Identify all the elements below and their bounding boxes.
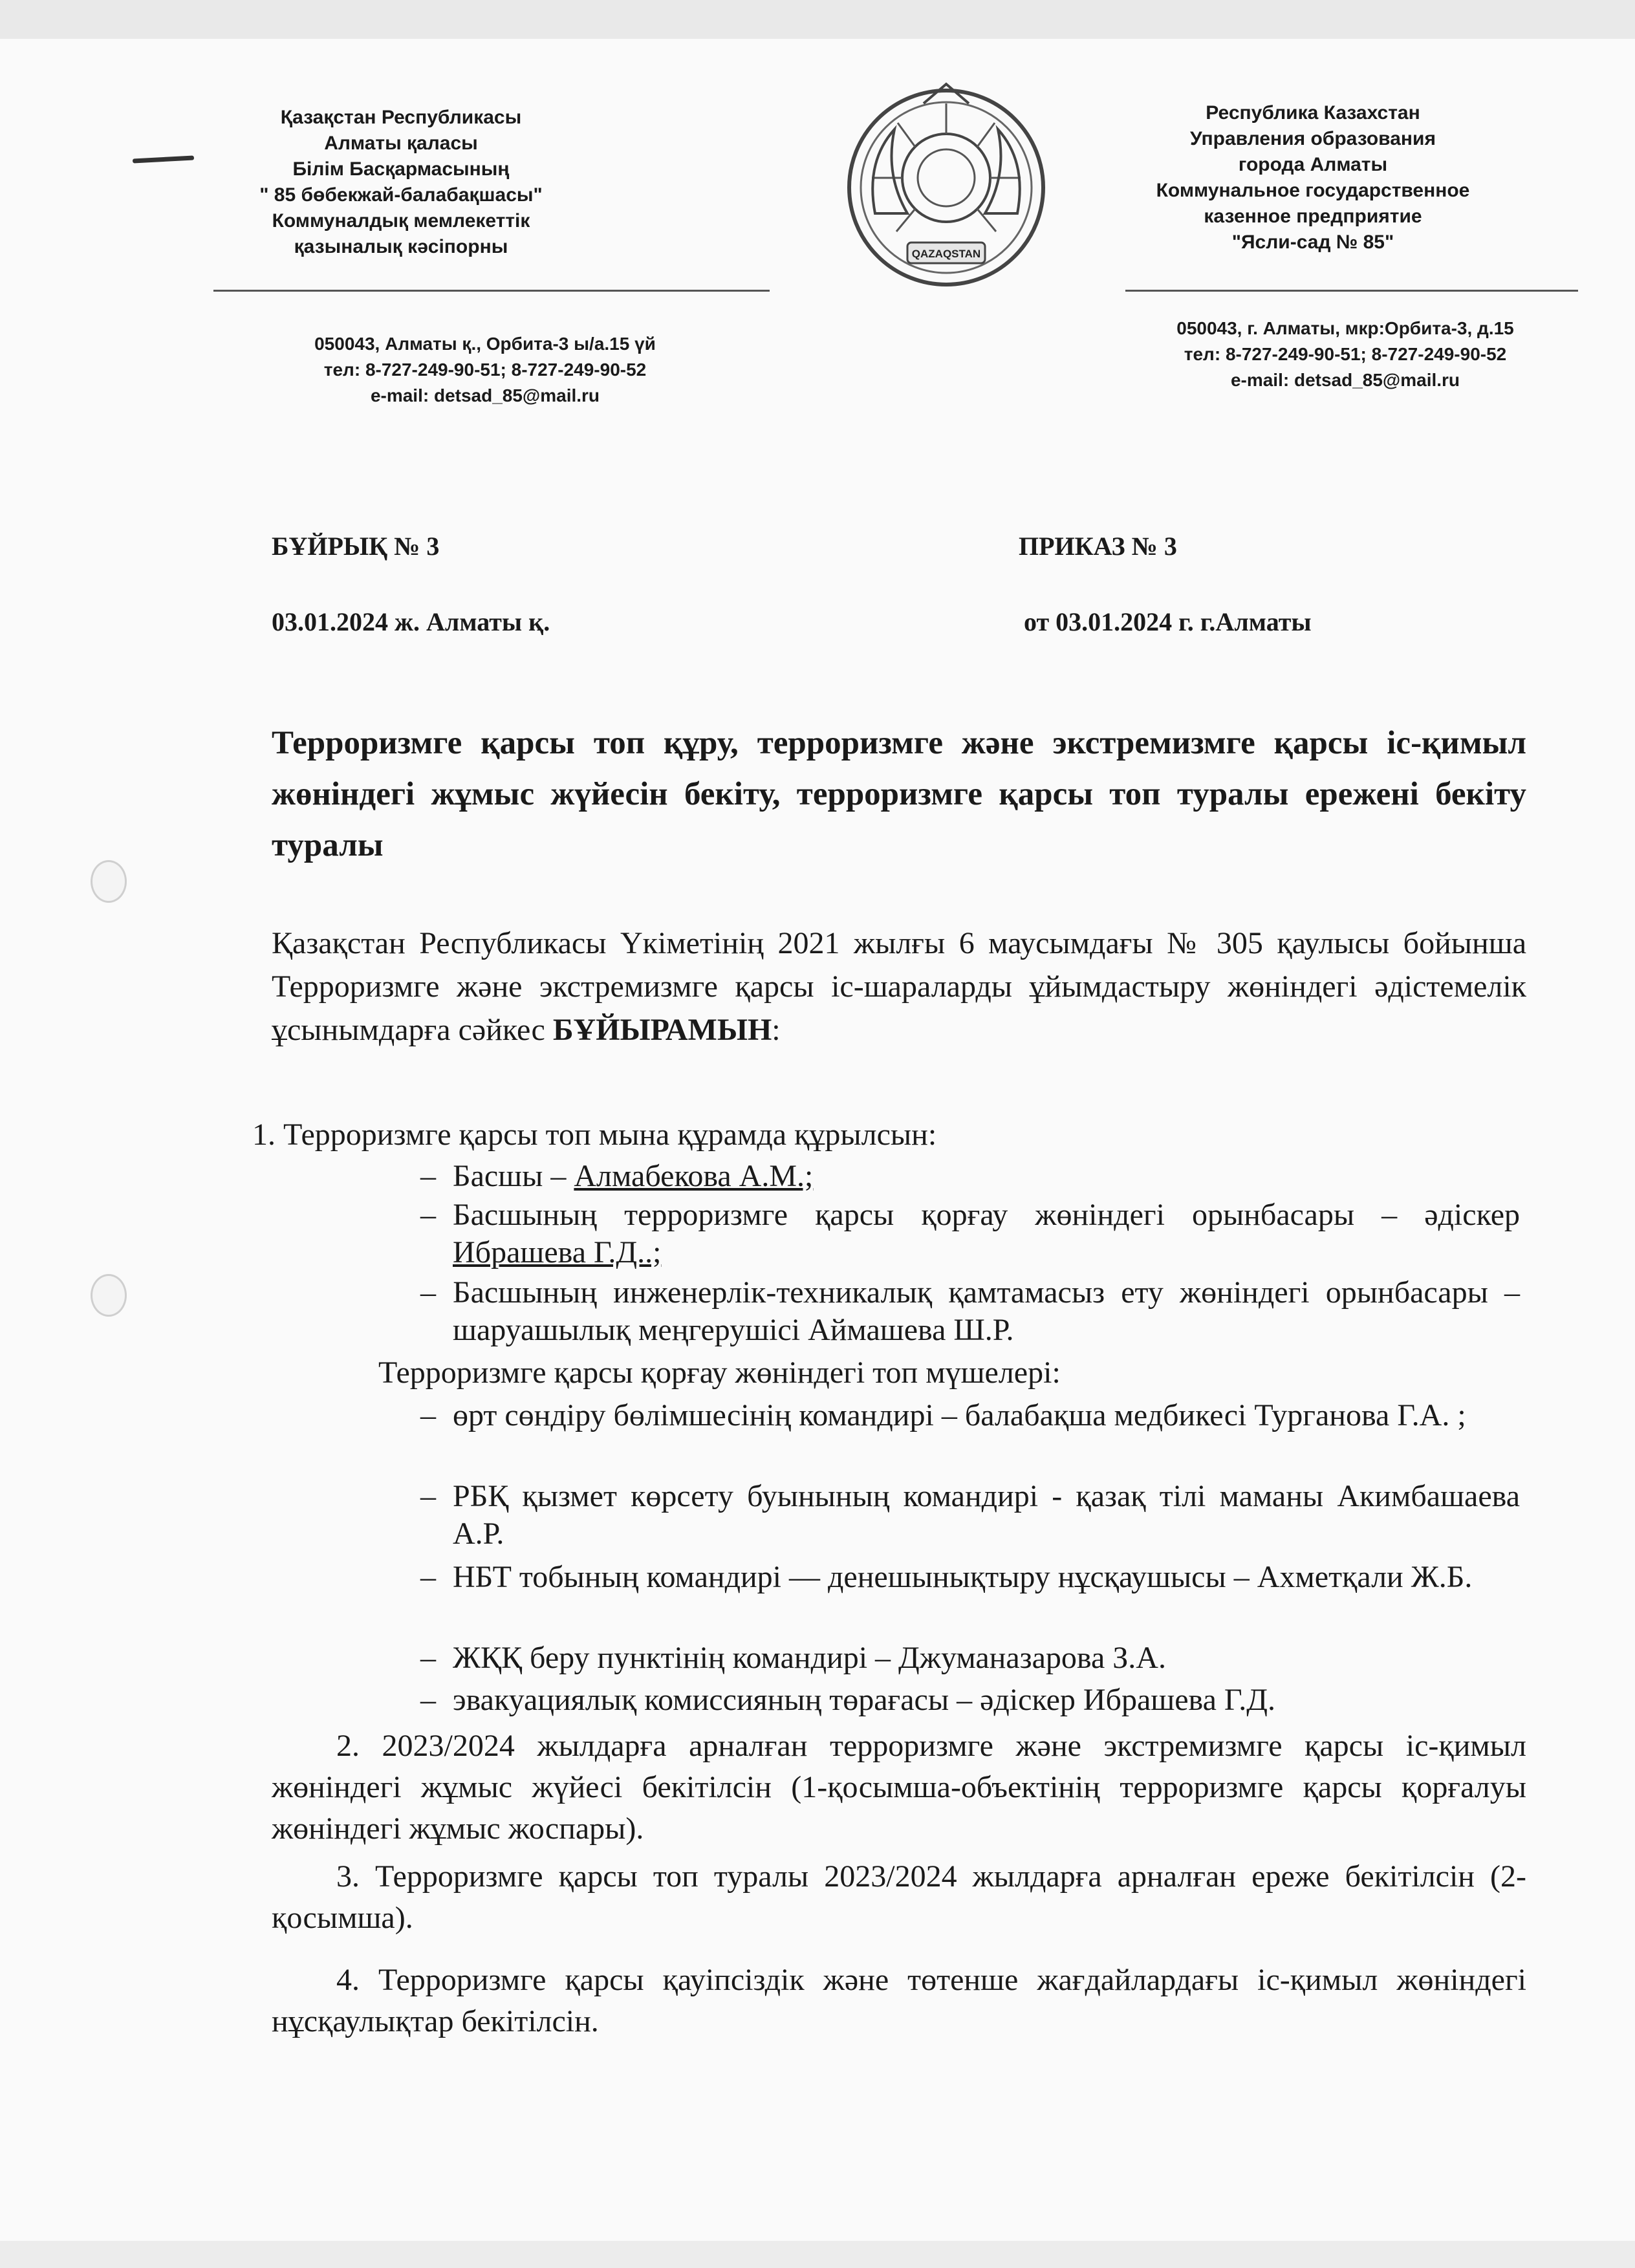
org-line: Коммуналдық мемлекеттік — [272, 210, 530, 232]
item-1-heading: 1. Терроризмге қарсы топ мына құрамда құрылсын: — [252, 1118, 937, 1152]
emblem-text: QAZAQSTAN — [911, 248, 981, 260]
address-line: 050043, г. Алматы, мкр:Орбита-3, д.15 — [1176, 318, 1514, 338]
org-line: казенное предприятие — [1204, 206, 1422, 227]
org-line: Коммунальное государственное — [1156, 180, 1470, 201]
list-dash: – — [420, 1159, 436, 1193]
header-right-address — [1112, 316, 1578, 393]
punch-hole — [91, 1274, 127, 1317]
member-item — [420, 1158, 1520, 1195]
header-left-org — [194, 105, 608, 260]
intro-paragraph — [272, 922, 1526, 1052]
list-dash: – — [420, 1641, 436, 1675]
member-item — [420, 1196, 1520, 1271]
org-line: Қазақстан Республикасы — [280, 107, 522, 128]
org-line: Управления образования — [1190, 128, 1436, 149]
member-role: Басшының инженерлік-техникалық қамтамасыз ету жөніндегі орынбасары – шаруашылық меңгерушісі Аймашева Ш.Р. — [453, 1275, 1520, 1347]
item-2: 2. 2023/2024 жылдарға арналған терроризмге және экстремизмге қарсы іс-қимыл жөніндегі жұмыс жүйесі бекітілсін (1-қосымша-объектінің терроризмге қарсы қорғалуы жөніндегі жұмыс жоспары). — [272, 1729, 1526, 1846]
member-role: Басшы – — [453, 1159, 574, 1193]
list-dash: – — [420, 1479, 436, 1513]
document-title: Терроризмге қарсы топ құру, терроризмге және экстремизмге қарсы іс-қимыл жөніндегі жұмыс жүйесін бекіту, терроризмге қарсы топ туралы ережені бекіту туралы — [272, 725, 1526, 863]
list-dash: – — [420, 1275, 436, 1310]
header-right-org — [1112, 100, 1513, 255]
header-rule-right — [1125, 290, 1578, 292]
group-heading: Терроризмге қарсы қорғау жөніндегі топ мүшелері: — [378, 1355, 1061, 1390]
address-line: тел: 8-727-249-90-51; 8-727-249-90-52 — [323, 360, 647, 380]
org-line: Білім Басқармасының — [292, 158, 510, 180]
list-dash: – — [420, 1560, 436, 1594]
intro-text: Қазақстан Республикасы Үкіметінің 2021 жылғы 6 маусымдағы № 305 қаулысы бойынша Терроризмге және экстремизмге қарсы іс-шараларды ұйымдастыру жөніндегі әдістемелік ұсынымдарға сәйкес — [272, 926, 1526, 1047]
state-emblem-icon — [839, 65, 1053, 310]
scan-top-edge — [0, 0, 1635, 39]
group-member-text: өрт сөндіру бөлімшесінің командирі – балабақша медбикесі Турганова Г.А. ; — [453, 1398, 1466, 1432]
email-line: e-mail: detsad_85@mail.ru — [1230, 370, 1460, 390]
member-item — [420, 1274, 1520, 1349]
group-member-text: ЖҚҚ беру пунктінің командирі – Джуманазарова З.А. — [453, 1641, 1166, 1675]
list-dash: – — [420, 1398, 436, 1432]
intro-colon: : — [772, 1013, 781, 1047]
org-line: Республика Казахстан — [1206, 102, 1420, 124]
order-date-kz: 03.01.2024 ж. Алматы қ. — [272, 607, 550, 636]
pen-mark — [133, 156, 194, 164]
group-member-text: НБТ тобының командирі — денешынықтыру нұсқаушысы – Ахметқали Ж.Б. — [453, 1560, 1473, 1594]
group-member-text: эвакуациялық комиссияның төрағасы – әдіскер Ибрашева Г.Д. — [453, 1683, 1275, 1717]
item-4: 4. Терроризмге қарсы қауіпсіздік және төтенше жағдайлардағы іс-қимыл жөніндегі нұсқаулықтар бекітілсін. — [272, 1963, 1526, 2038]
org-line: "Ясли-сад № 85" — [1231, 232, 1394, 253]
group-member-item — [420, 1559, 1520, 1596]
group-member-item — [420, 1639, 1520, 1677]
address-line: 050043, Алматы қ., Орбита-3 ы/а.15 үй — [314, 334, 656, 354]
group-member-item — [420, 1681, 1520, 1719]
intro-emphasis: БҰЙЫРАМЫН — [552, 1013, 772, 1047]
member-role: Басшының терроризмге қарсы қорғау жөніндегі орынбасары – әдіскер — [453, 1198, 1520, 1232]
item-3: 3. Терроризмге қарсы топ туралы 2023/2024 жылдарға арналған ереже бекітілсін (2-қосымша). — [272, 1859, 1526, 1935]
header-left-address — [220, 331, 750, 409]
org-line: города Алматы — [1238, 154, 1388, 175]
punch-hole — [91, 860, 127, 903]
email-line: e-mail: detsad_85@mail.ru — [370, 385, 600, 405]
order-number-ru: ПРИКАЗ № 3 — [1019, 532, 1177, 561]
scan-bottom-edge — [0, 2241, 1635, 2268]
header-rule-left — [213, 290, 770, 292]
list-dash: – — [420, 1198, 436, 1232]
order-date-ru: от 03.01.2024 г. г.Алматы — [1024, 607, 1312, 636]
org-line: " 85 бөбекжай-балабақшасы" — [259, 184, 543, 206]
org-line: қазыналық кәсіпорны — [294, 236, 508, 257]
group-member-item — [420, 1478, 1520, 1553]
member-name: Алмабекова А.М.; — [574, 1159, 814, 1193]
member-name: Ибрашева Г.Д..; — [453, 1235, 662, 1269]
org-line: Алматы қаласы — [324, 133, 478, 154]
group-member-text: РБҚ қызмет көрсету буынының командирі - қазақ тілі маманы Акимбашаева А.Р. — [453, 1479, 1520, 1551]
order-number-kz: БҰЙРЫҚ № 3 — [272, 532, 440, 561]
list-dash: – — [420, 1683, 436, 1717]
group-member-item — [420, 1397, 1520, 1434]
address-line: тел: 8-727-249-90-51; 8-727-249-90-52 — [1184, 344, 1507, 364]
